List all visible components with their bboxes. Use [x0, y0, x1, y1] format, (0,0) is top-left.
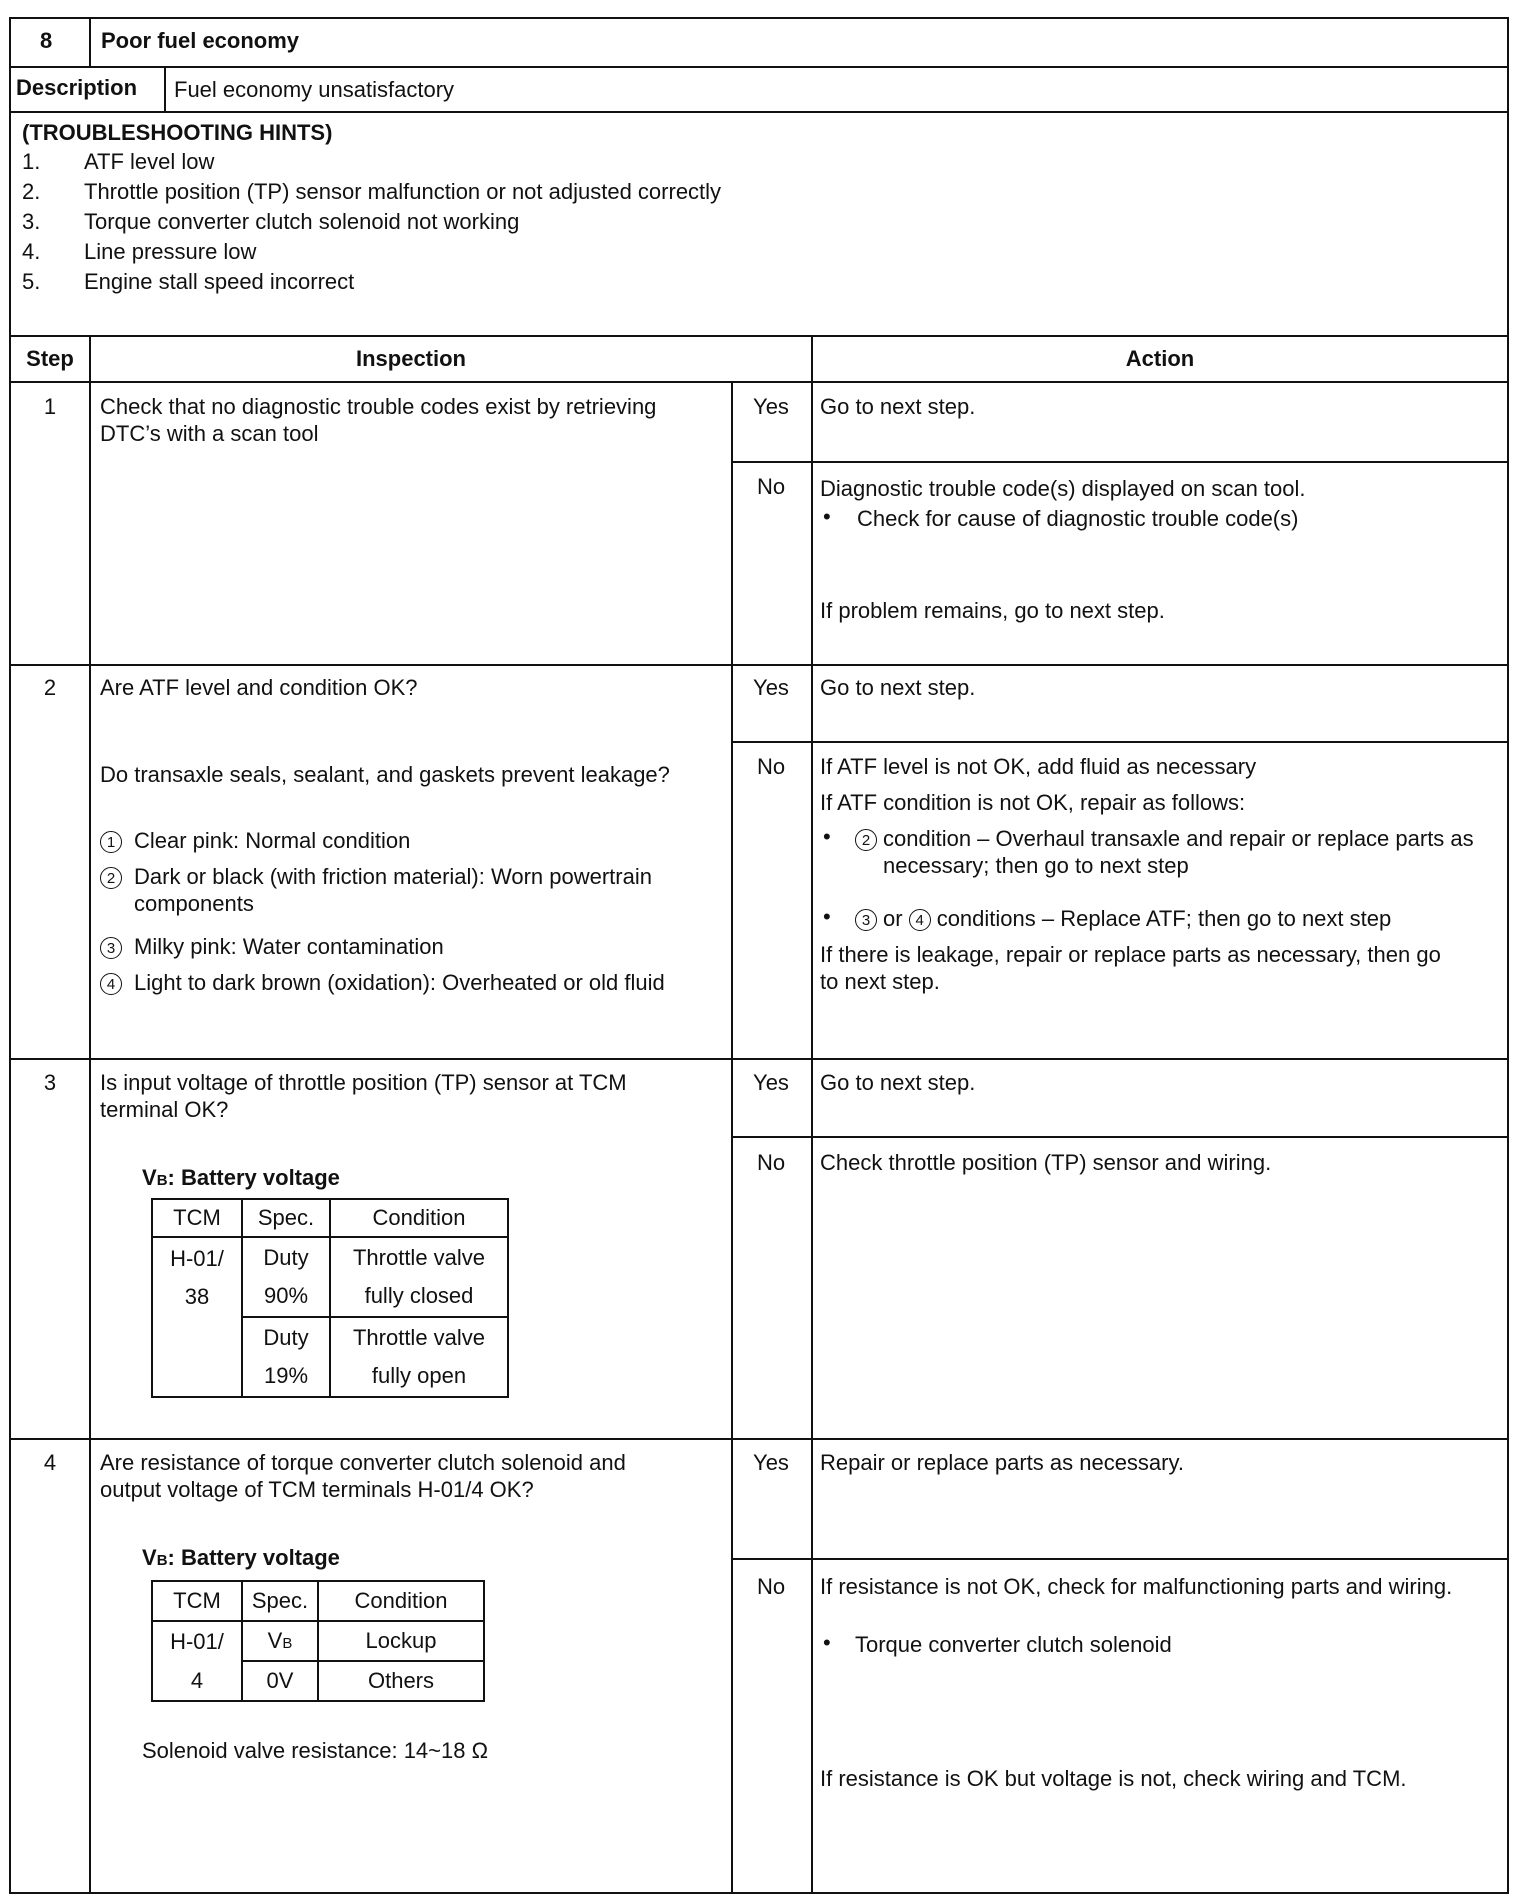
rule-step3-yes	[731, 1136, 1507, 1138]
spec-b: 90%	[263, 1283, 309, 1308]
table-cell-condition	[330, 1317, 508, 1397]
no-label: No	[756, 474, 786, 499]
condition-text: Milky pink: Water contamination	[134, 934, 444, 959]
description-label: Description	[16, 75, 138, 100]
rule-yesno-col	[731, 381, 733, 1892]
section-number: 8	[40, 28, 53, 53]
table-cell-terminal-empty	[152, 1317, 242, 1397]
table-cell-terminal: 4	[152, 1661, 242, 1701]
hint-item	[22, 148, 214, 175]
no-bullet-text: conditions – Replace ATF; then go to next step	[936, 906, 1392, 931]
terminal-a: H-01/	[170, 1246, 224, 1271]
spec-a: Duty	[263, 1245, 309, 1270]
vb-label	[142, 1164, 340, 1194]
vb-label-v: V	[142, 1165, 157, 1190]
hints-heading: (TROUBLESHOOTING HINTS)	[22, 120, 333, 145]
no-action: Check throttle position (TP) sensor and wiring.	[820, 1150, 1272, 1175]
rule-step-col	[89, 335, 91, 1892]
table-header-spec: Spec.	[242, 1581, 318, 1621]
no-label: No	[756, 1574, 786, 1599]
yes-action: Go to next step.	[820, 675, 976, 700]
yes-label: Yes	[753, 1450, 789, 1475]
circled-number: 2	[855, 829, 877, 851]
table-cell-condition: Others	[318, 1661, 484, 1701]
column-step-header: Step	[26, 346, 74, 371]
no-bullet-text: condition – Overhaul transaxle and repair or replace parts as necessary; then go to next step	[883, 826, 1474, 878]
no-action-leakage: If there is leakage, repair or replace parts as necessary, then go to next step.	[820, 942, 1441, 994]
table-cell-spec	[242, 1237, 330, 1317]
circled-number: 2	[100, 867, 122, 889]
spec-b: 19%	[263, 1363, 309, 1388]
rule-action-col	[811, 335, 813, 1892]
cond-b: fully closed	[364, 1283, 474, 1308]
terminal-b: 38	[184, 1284, 210, 1309]
condition-item	[100, 863, 654, 917]
section-title: Poor fuel economy	[101, 28, 300, 53]
rule-step1-yes	[731, 461, 1507, 463]
table-header-condition: Condition	[330, 1199, 508, 1237]
table-cell-spec	[242, 1317, 330, 1397]
yes-action: Go to next step.	[820, 394, 976, 419]
condition-text: Clear pink: Normal condition	[134, 828, 411, 853]
table-cell-spec	[242, 1621, 318, 1661]
circled-number: 4	[909, 909, 931, 931]
circled-number: 1	[100, 831, 122, 853]
step-inspection: Is input voltage of throttle position (TP) sensor at TCM terminal OK?	[100, 1070, 627, 1122]
yes-label: Yes	[753, 675, 789, 700]
no-after: If resistance is OK but voltage is not, check wiring and TCM.	[820, 1766, 1407, 1791]
rule-description-col	[164, 66, 166, 111]
step-number: 2	[43, 675, 57, 700]
rule-step3	[11, 1438, 1507, 1440]
cond-a: Throttle valve	[352, 1245, 486, 1270]
bullet: •	[823, 1630, 831, 1655]
column-inspection-header: Inspection	[355, 346, 466, 371]
yes-action: Go to next step.	[820, 1070, 976, 1095]
circled-number: 4	[100, 973, 122, 995]
troubleshooting-sheet	[9, 17, 1509, 1894]
condition-item	[100, 933, 444, 960]
hint-number: 5.	[22, 269, 41, 294]
solenoid-resistance: Solenoid valve resistance: 14~18 Ω	[142, 1738, 489, 1763]
hint-text: Torque converter clutch solenoid not working	[84, 209, 520, 234]
solenoid-spec-table	[151, 1580, 485, 1702]
hint-item	[22, 178, 721, 205]
bullet: •	[823, 824, 831, 849]
vb-label-text: : Battery voltage	[167, 1545, 340, 1570]
table-header-spec: Spec.	[242, 1199, 330, 1237]
table-cell-terminal: H-01/	[152, 1621, 242, 1661]
hint-text: Engine stall speed incorrect	[84, 269, 355, 294]
hint-item	[22, 208, 519, 235]
no-action-level: If ATF level is not OK, add fluid as necessary	[820, 754, 1257, 779]
vb-label-v: V	[142, 1545, 157, 1570]
rule-step2	[11, 1058, 1507, 1060]
table-header-condition: Condition	[318, 1581, 484, 1621]
yes-label: Yes	[753, 1070, 789, 1095]
vb-label-text: : Battery voltage	[167, 1165, 340, 1190]
hint-text: Throttle position (TP) sensor malfunction or not adjusted correctly	[84, 179, 722, 204]
no-bullet-item	[855, 825, 1493, 879]
table-cell-condition: Lockup	[318, 1621, 484, 1661]
rule-columns	[11, 381, 1507, 383]
cond-b: fully open	[371, 1363, 467, 1388]
step-inspection: Are resistance of torque converter clutch solenoid and output voltage of TCM terminals H-01/4 OK?	[100, 1450, 626, 1502]
rule-header	[11, 66, 1507, 68]
no-bullet-text: Torque converter clutch solenoid	[855, 1632, 1172, 1657]
step-number: 1	[43, 394, 57, 419]
hint-number: 3.	[22, 209, 41, 234]
table-header-tcm: TCM	[152, 1199, 242, 1237]
spec-sub: B	[282, 1635, 293, 1652]
vb-label-sub: B	[156, 1172, 168, 1189]
hint-text: ATF level low	[84, 149, 215, 174]
no-bullet-text: Check for cause of diagnostic trouble code(s)	[857, 506, 1299, 531]
circled-number: 3	[855, 909, 877, 931]
no-action: Diagnostic trouble code(s) displayed on scan tool.	[820, 476, 1306, 501]
vb-label	[142, 1544, 340, 1574]
no-label: No	[756, 1150, 786, 1175]
rule-hints	[11, 335, 1507, 337]
table-cell-spec: 0V	[242, 1661, 318, 1701]
hint-item	[22, 268, 354, 295]
condition-text: Light to dark brown (oxidation): Overheated or old fluid	[134, 970, 665, 995]
step-inspection-leakage: Do transaxle seals, sealant, and gaskets prevent leakage?	[100, 762, 670, 787]
table-cell-condition	[330, 1237, 508, 1317]
rule-step1	[11, 664, 1507, 666]
step-inspection: Check that no diagnostic trouble codes exist by retrieving DTC’s with a scan tool	[100, 394, 657, 446]
table-header-tcm: TCM	[152, 1581, 242, 1621]
step-number: 4	[43, 1450, 57, 1475]
spec-v: V	[267, 1628, 283, 1653]
no-label: No	[756, 754, 786, 779]
spec-a: Duty	[263, 1325, 309, 1350]
description-text: Fuel economy unsatisfactory	[174, 77, 455, 102]
step-number: 3	[43, 1070, 57, 1095]
rule-header-col	[89, 19, 91, 66]
no-after: If problem remains, go to next step.	[820, 598, 1165, 623]
no-action: If resistance is not OK, check for malfunctioning parts and wiring.	[820, 1574, 1453, 1599]
rule-description	[11, 111, 1507, 113]
yes-action: Repair or replace parts as necessary.	[820, 1450, 1184, 1475]
rule-step2-yes	[731, 741, 1507, 743]
hint-number: 1.	[22, 149, 41, 174]
tp-sensor-spec-table	[151, 1198, 509, 1398]
circled-number: 3	[100, 937, 122, 959]
condition-item	[100, 827, 410, 854]
bullet: •	[823, 904, 831, 929]
condition-text: Dark or black (with friction material): Worn powertrain components	[134, 864, 652, 916]
column-action-header: Action	[1125, 346, 1195, 371]
hint-number: 4.	[22, 239, 41, 264]
yes-label: Yes	[753, 394, 789, 419]
table-cell-terminal	[152, 1237, 242, 1317]
no-bullet-item	[855, 905, 1391, 932]
vb-label-sub: B	[156, 1552, 168, 1569]
no-action-condition: If ATF condition is not OK, repair as follows:	[820, 790, 1246, 815]
step-inspection: Are ATF level and condition OK?	[100, 675, 418, 700]
condition-item	[100, 969, 714, 996]
hint-text: Line pressure low	[84, 239, 257, 264]
or-text: or	[883, 906, 903, 931]
hint-number: 2.	[22, 179, 41, 204]
rule-step4-yes	[731, 1558, 1507, 1560]
hint-item	[22, 238, 256, 265]
cond-a: Throttle valve	[352, 1325, 486, 1350]
bullet: •	[823, 504, 831, 529]
